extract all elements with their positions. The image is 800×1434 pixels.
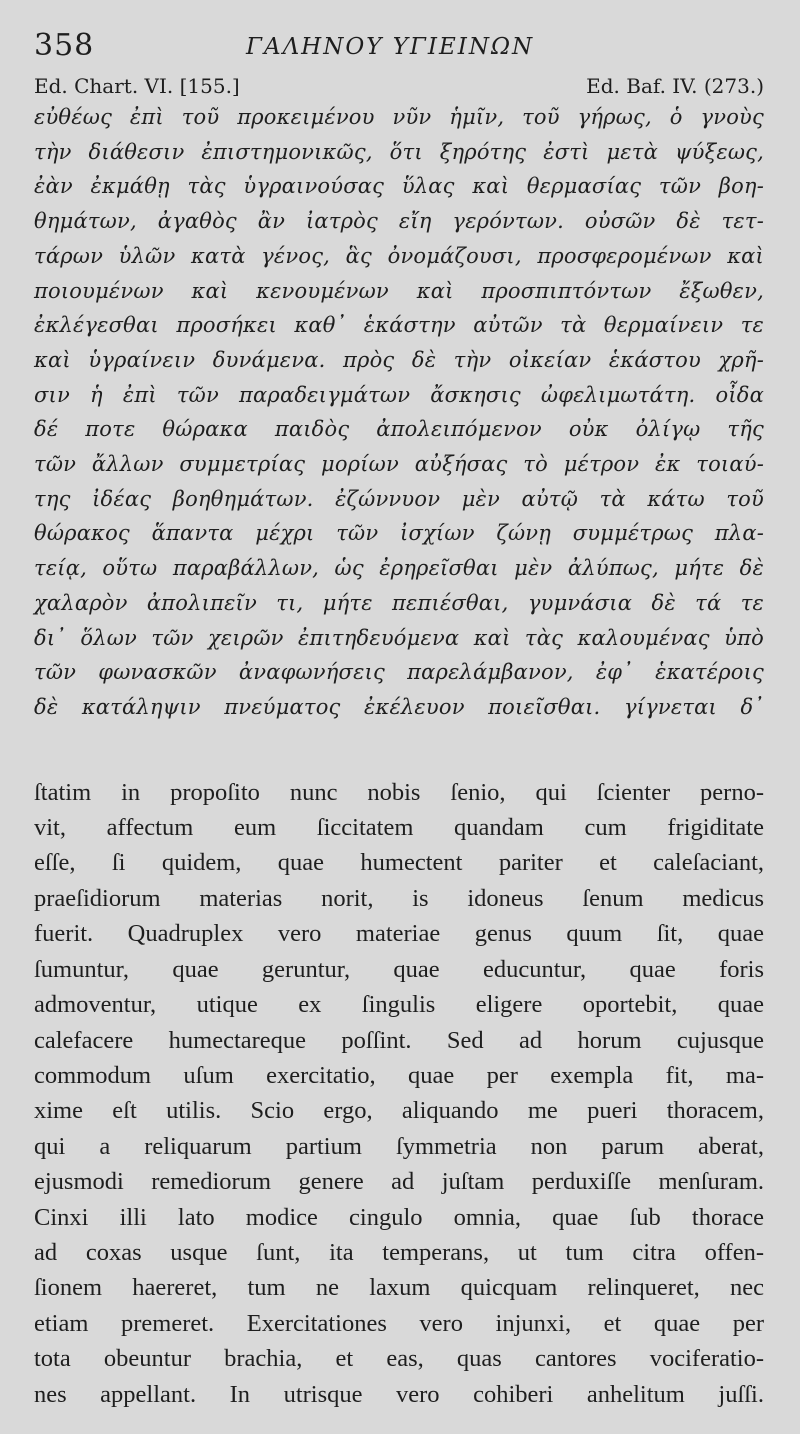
greek-line: τῶν ἄλλων συμμετρίας μορίων αὐξήσας τὸ μέτρον ἐκ τοιαύ- xyxy=(34,452,764,477)
greek-line: της ἰδέας βοηθημάτων. ἐζώννυον μὲν αὐτῷ τὰ κάτω τοῦ xyxy=(34,486,764,511)
edition-reference-basel: Ed. Baf. IV. (273.) xyxy=(586,74,764,98)
greek-text-block xyxy=(34,100,764,725)
latin-line: nes appellant. In utrisque vero cohiberi anhelitum juſſi. xyxy=(34,1380,764,1408)
latin-line: praeſidiorum materias norit, is idoneus ſenum medicus xyxy=(34,884,764,912)
greek-line: σιν ἡ ἐπὶ τῶν παραδειγμάτων ἄσκησις ὠφελιμωτάτη. οἶδα xyxy=(34,382,764,407)
latin-line: commodum uſum exercitatio, quae per exempla fit, ma- xyxy=(34,1061,764,1089)
page-number: 358 xyxy=(34,28,95,63)
latin-line: ſionem haereret, tum ne laxum quicquam relinqueret, nec xyxy=(34,1274,764,1302)
running-title: ΓΑΛΗΝΟΥ ΥΓΙΕΙΝΩΝ xyxy=(246,34,535,60)
greek-line: ἐὰν ἐκμάθῃ τὰς ὑγραινούσας ὕλας καὶ θερμασίας τῶν βοη- xyxy=(34,174,764,199)
latin-line: xime eſt utilis. Scio ergo, aliquando me pueri thoracem, xyxy=(34,1097,764,1125)
greek-line: χαλαρὸν ἀπολιπεῖν τι, μήτε πεπιέσθαι, γυμνάσια δὲ τά τε xyxy=(34,590,764,615)
latin-line: fuerit. Quadruplex vero materiae genus quum ſit, quae xyxy=(34,920,764,948)
greek-line: ποιουμένων καὶ κενουμένων καὶ προσπιπτόντων ἔξωθεν, xyxy=(34,278,764,303)
greek-line: τὴν διάθεσιν ἐπιστημονικῶς, ὅτι ξηρότης ἐστὶ μετὰ ψύξεως, xyxy=(34,139,764,164)
greek-line: τῶν φωνασκῶν ἀναφωνήσεις παρελάμβανον, ἐφ᾽ ἑκατέροις xyxy=(34,660,764,685)
greek-line: καὶ ὑγραίνειν δυνάμενα. πρὸς δὲ τὴν οἰκείαν ἑκάστου χρῆ- xyxy=(34,347,764,372)
greek-line: θώρακος ἅπαντα μέχρι τῶν ἰσχίων ζώνῃ συμμέτρως πλα- xyxy=(34,521,764,546)
latin-line: admoventur, utique ex ſingulis eligere oportebit, quae xyxy=(34,991,764,1019)
page-header xyxy=(34,22,764,68)
greek-line: ἐκλέγεσθαι προσήκει καθ᾽ ἑκάστην αὐτῶν τὰ θερμαίνειν τε xyxy=(34,313,764,338)
latin-line: ad coxas usque ſunt, ita temperans, ut tum citra offen- xyxy=(34,1238,764,1266)
latin-line: Cinxi illi lato modice cingulo omnia, quae ſub thorace xyxy=(34,1203,764,1231)
greek-line: τάρων ὑλῶν κατὰ γένος, ἃς ὀνομάζουσι, προσφερομένων καὶ xyxy=(34,243,764,268)
latin-line: ejusmodi remediorum genere ad juſtam perduxiſſe menſuram. xyxy=(34,1168,764,1196)
greek-line: εὐθέως ἐπὶ τοῦ προκειμένου νῦν ἡμῖν, τοῦ γήρως, ὁ γνοὺς xyxy=(34,105,764,129)
latin-line: qui a reliquarum partium ſymmetria non parum aberat, xyxy=(34,1132,764,1160)
greek-line: θημάτων, ἀγαθὸς ἂν ἰατρὸς εἴη γερόντων. οὐσῶν δὲ τετ- xyxy=(34,209,764,234)
greek-line: δέ ποτε θώρακα παιδὸς ἀπολειπόμενον οὐκ ὀλίγῳ τῆς xyxy=(34,417,764,442)
greek-line: δὲ κατάληψιν πνεύματος ἐκέλευον ποιεῖσθαι. γίγνεται δ᾽ xyxy=(34,694,764,719)
edition-references xyxy=(34,68,764,100)
latin-line: vit, affectum eum ſiccitatem quandam cum frigiditate xyxy=(34,814,764,842)
latin-line: etiam premeret. Exercitationes vero injunxi, et quae per xyxy=(34,1309,764,1337)
greek-line: δι᾽ ὅλων τῶν χειρῶν ἐπιτηδευόμενα καὶ τὰς καλουμένας ὑπὸ xyxy=(34,625,764,650)
edition-reference-chartier: Ed. Chart. VI. [155.] xyxy=(34,74,240,98)
latin-text-block xyxy=(34,775,764,1412)
latin-line: ſumuntur, quae geruntur, quae educuntur, quae foris xyxy=(34,955,764,983)
latin-line: calefacere humectareque poſſint. Sed ad horum cujusque xyxy=(34,1026,764,1054)
latin-line: eſſe, ſi quidem, quae humectent pariter et caleſaciant, xyxy=(34,849,764,877)
latin-line: ſtatim in propoſito nunc nobis ſenio, qui ſcienter perno- xyxy=(34,778,764,806)
greek-line: τείᾳ, οὕτω παραβάλλων, ὡς ἐρηρεῖσθαι μὲν ἀλύπως, μήτε δὲ xyxy=(34,556,764,581)
latin-line: tota obeuntur brachia, et eas, quas cantores vociferatio- xyxy=(34,1345,764,1373)
